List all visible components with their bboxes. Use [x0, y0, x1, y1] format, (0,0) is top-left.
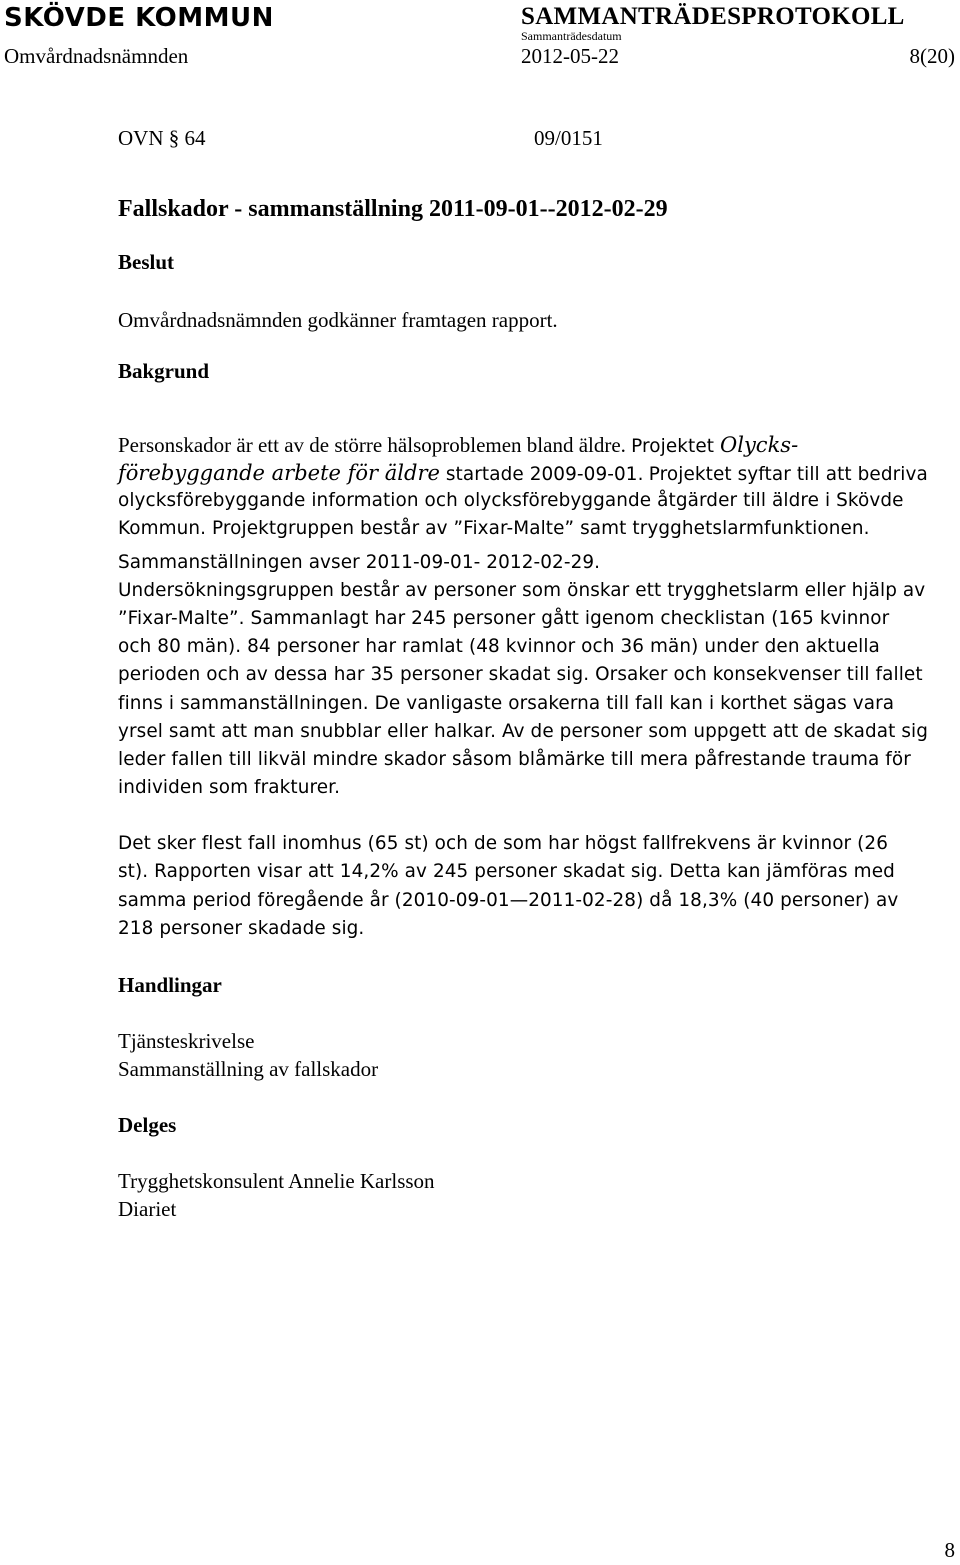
- p2-line-9: individen som frakturer.: [118, 777, 341, 798]
- p1-row1-text-b: Projektet: [631, 436, 721, 457]
- case-title: Fallskador - sammanställning 2011-09-01--2012-02-29: [118, 196, 668, 222]
- delges-heading: Delges: [118, 1113, 177, 1137]
- beslut-heading: Beslut: [118, 250, 175, 274]
- meeting-date: 2012-05-22: [521, 44, 619, 68]
- p2-line-2: Undersökningsgruppen består av personer som önskar ett trygghetslarm eller hjälp av: [118, 580, 926, 601]
- p1-row-3: olycksförebyggande information och olycksförebyggande åtgärder till äldre i Skövde: [118, 490, 904, 511]
- p2-line-3: ”Fixar-Malte”. Sammanlagt har 245 personer gått igenom checklistan (165 kvinnor: [118, 608, 890, 629]
- page-indicator: 8(20): [909, 44, 955, 68]
- p3-line-4: 218 personer skadade sig.: [118, 918, 365, 939]
- p1-row-1: [118, 431, 798, 461]
- p1-row2-text-c: Projektet syftar till att bedriva: [648, 464, 928, 485]
- p2-line-7: yrsel samt att man snubblar eller halkar. Av de personer som uppgett att de skadat sig: [118, 721, 929, 742]
- handlingar-item: Tjänsteskrivelse: [118, 1029, 255, 1053]
- p1-row1-text-c: Olycks-: [720, 433, 799, 457]
- case-reference: 09/0151: [534, 126, 603, 150]
- p2-line-1: Sammanställningen avser 2011-09-01- 2012-02-29.: [118, 552, 601, 573]
- footer-page-number: 8: [944, 1538, 955, 1562]
- handlingar-item: Sammanställning av fallskador: [118, 1057, 379, 1081]
- case-number: OVN § 64: [118, 126, 206, 150]
- municipality-logo: SKÖVDE KOMMUN: [4, 3, 274, 33]
- beslut-text: Omvårdnadsnämnden godkänner framtagen rapport.: [118, 308, 558, 332]
- p1-row2-text-b: startade 2009-09-01.: [439, 464, 644, 485]
- delges-item: Diariet: [118, 1197, 177, 1221]
- p1-row1-text-a: Personskador är ett av de större hälsoproblemen bland äldre.: [118, 433, 626, 457]
- date-label: Sammanträdesdatum: [521, 29, 622, 43]
- p1-row2-text-a: förebyggande arbete för äldre: [118, 461, 440, 485]
- handlingar-heading: Handlingar: [118, 973, 222, 997]
- committee-name: Omvårdnadsnämnden: [4, 44, 189, 68]
- p2-line-4: och 80 män). 84 personer har ramlat (48 kvinnor och 36 män) under den aktuella: [118, 636, 880, 657]
- p3-line-3: samma period föregående år (2010-09-01—2011-02-28) då 18,3% (40 personer) av: [118, 890, 899, 911]
- document-title: SAMMANTRÄDESPROTOKOLL: [521, 3, 905, 30]
- p3-line-2: st). Rapporten visar att 14,2% av 245 personer skadat sig. Detta kan jämföras med: [118, 861, 895, 882]
- p2-line-8: leder fallen till likväl mindre skador såsom blåmärke till mera påfrestande trauma för: [118, 749, 911, 770]
- delges-item: Trygghetskonsulent Annelie Karlsson: [118, 1169, 435, 1193]
- bakgrund-heading: Bakgrund: [118, 359, 210, 383]
- p1-row-2: [118, 459, 928, 489]
- p2-line-6: finns i sammanställningen. De vanligaste orsakerna till fall kan i korthet sägas vara: [118, 693, 895, 714]
- p2-line-5: perioden och av dessa har 35 personer skadat sig. Orsaker och konsekvenser till fallet: [118, 664, 923, 685]
- p1-row-4: Kommun. Projektgruppen består av ”Fixar-Malte” samt trygghetslarmfunktionen.: [118, 518, 870, 539]
- p3-line-1: Det sker flest fall inomhus (65 st) och de som har högst fallfrekvens är kvinnor (26: [118, 833, 889, 854]
